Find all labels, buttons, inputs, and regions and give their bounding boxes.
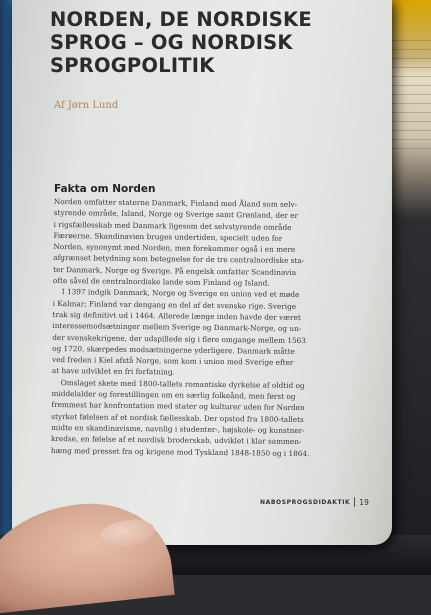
- book-stack: [387, 40, 431, 150]
- page-number: 19: [359, 497, 369, 507]
- text-line: der svenskekrigene, der udspillede sig i flere omgange mellem 1563: [52, 332, 307, 345]
- title-line: NORDEN, DE NORDISKE: [50, 8, 312, 31]
- text-line: afgrænset betydning som betegnelse for de tre centralnordiske sta-: [53, 253, 305, 266]
- author-byline: Af Jørn Lund: [54, 100, 119, 111]
- text-line: at have udviklet en fri forfatning.: [51, 366, 175, 377]
- text-line: i rigsfællesskab med Danmark ligesom det selvstyrende område: [53, 219, 292, 232]
- book-page: [12, 0, 392, 545]
- body-text: [51, 196, 374, 460]
- text-line: midte en skandinavisme, navnlig i studenter-, højskole- og kunstner-: [51, 422, 305, 436]
- text-line: trak sig definitivt ud i 1464. Allerede længe inden havde der været: [52, 309, 301, 322]
- text-line: kredse, en følelse af et nordisk broderskab, udviklet i klar sammen-: [50, 434, 302, 447]
- text-line: middelalder og forestillingen om en særlig folkeånd, men først og: [51, 389, 296, 402]
- text-line: hæng med presset fra og krigene mod Tyskland 1848-1850 og i 1864.: [50, 445, 310, 458]
- footer-divider: [354, 497, 355, 507]
- text-line: fremmest har konfrontation med stater og kulturer uden for Norden: [51, 400, 305, 413]
- text-line: styrket følelsen af et nordisk fællesskab. Der opstod fra 1800-tallets: [51, 411, 304, 424]
- text-line: ter Danmark, Norge og Sverige. På engelsk omfatter Scandinavia: [53, 264, 297, 277]
- text-line: I 1397 indgik Danmark, Norge og Sverige en union ved et møde: [61, 287, 300, 300]
- text-line: interessemodsætninger mellem Sverige og Danmark-Norge, og un-: [52, 321, 302, 334]
- text-line: ved freden i Kiel afstå Norge, som kom i union med Sverige efter: [51, 355, 294, 368]
- text-line: Omslaget skete med 1800-tallets romantiske dyrkelse af oldtid og: [60, 377, 305, 390]
- running-footer-label: NABOSPROGSDIDAKTIK: [260, 498, 351, 506]
- page-footer: [260, 497, 369, 507]
- title-line: SPROGPOLITIK: [50, 54, 215, 77]
- title-line: SPROG – OG NORDISK: [50, 31, 293, 54]
- text-line: Færøerne. Skandinavien bruges undertiden, specielt uden for: [53, 230, 283, 243]
- section-heading: Fakta om Norden: [54, 183, 156, 195]
- text-line: ofte såvel de centralnordiske lande som Finland og Island.: [52, 276, 270, 288]
- page-title: [50, 8, 370, 77]
- text-line: i Kalmar; Finland var dengang en del af det svenske rige. Sverige: [52, 298, 297, 311]
- text-line: Norden omfatter staterne Danmark, Finland med Åland som selv-: [53, 196, 298, 209]
- text-line: Norden, synonymt med Norden, men forekommer også i en mere: [53, 242, 296, 255]
- text-line: styrende område, Island, Norge og Sverige samt Grønland, der er: [53, 208, 299, 221]
- text-line: og 1720, skærpedes modsætningerne yderligere. Danmark måtte: [52, 343, 295, 356]
